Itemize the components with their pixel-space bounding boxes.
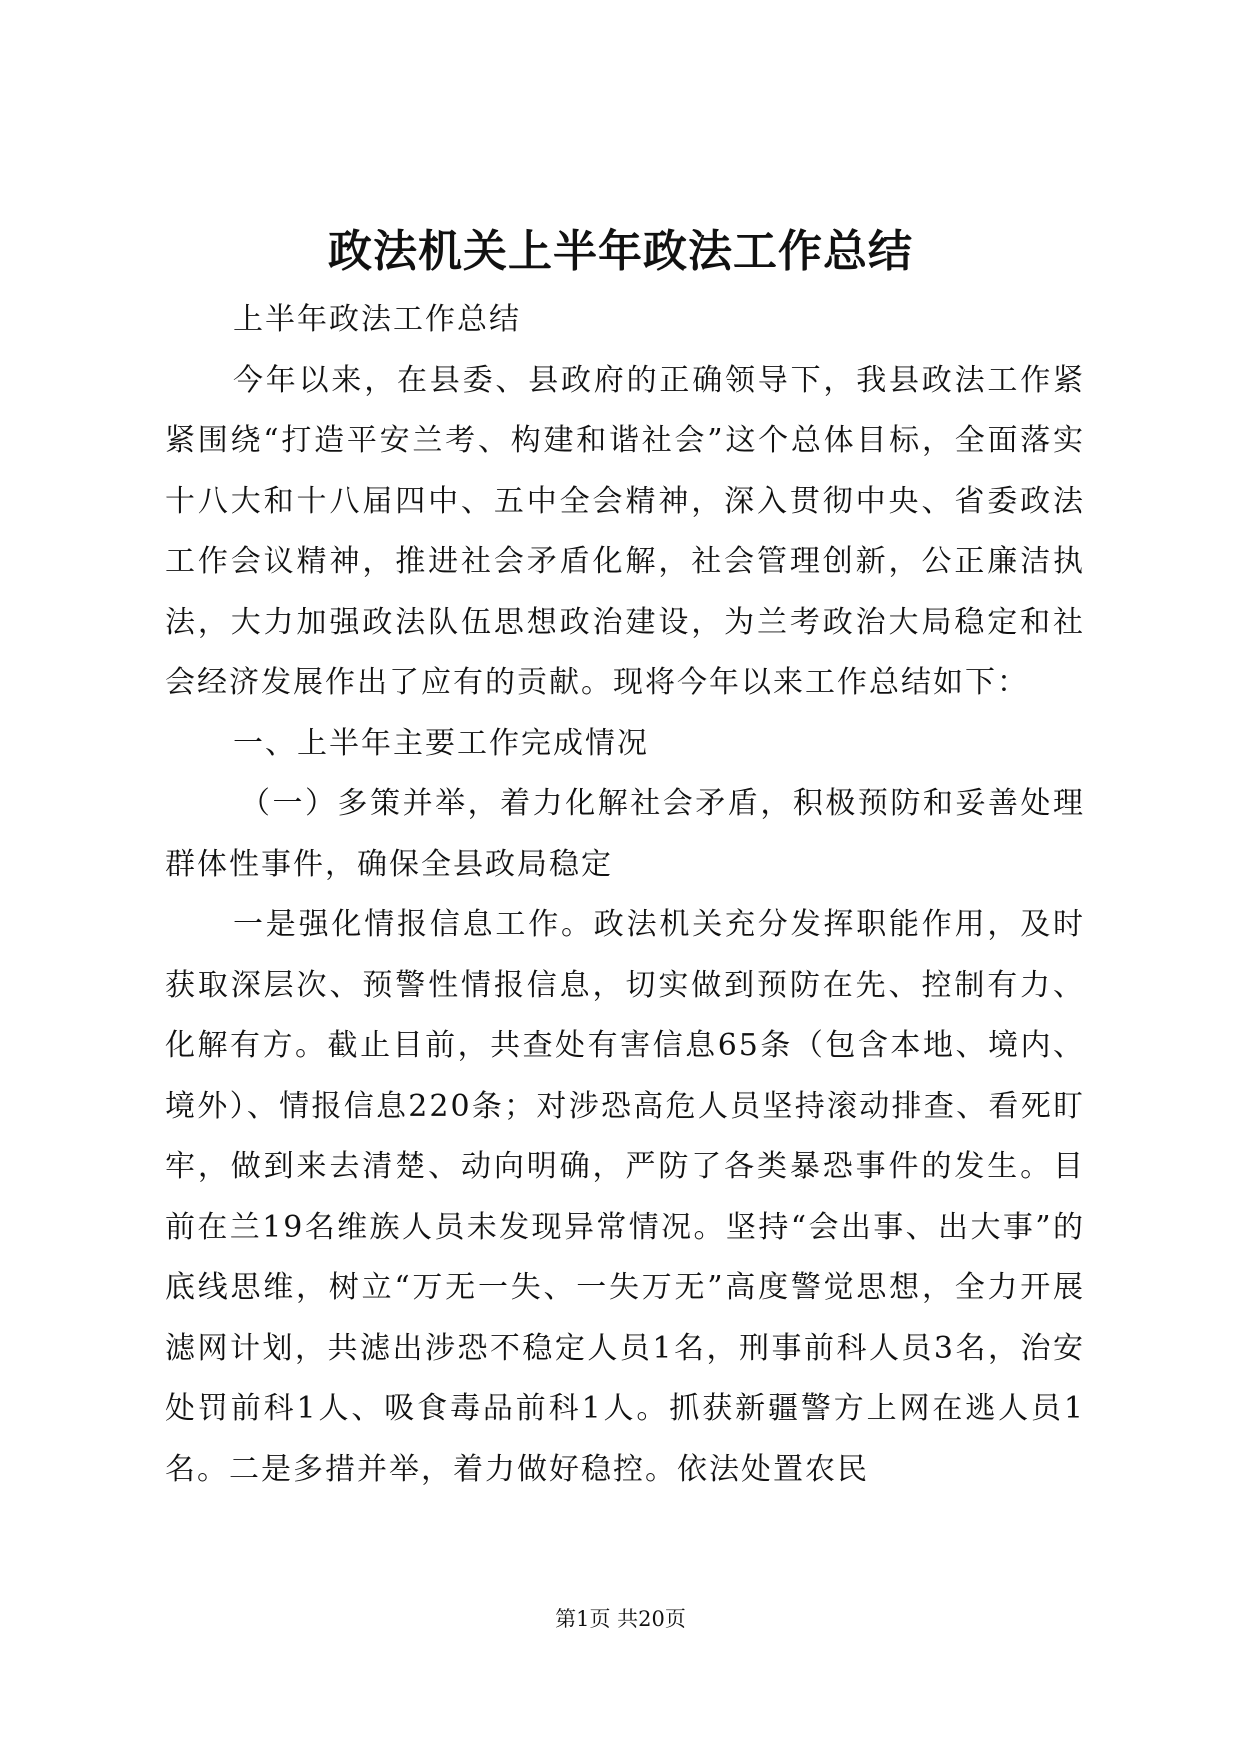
document-body (165, 290, 1085, 1500)
paragraph-subtitle: 上半年政法工作总结 (233, 302, 521, 337)
paragraph-section-heading: 一、上半年主要工作完成情况 (233, 725, 649, 761)
paragraph-subsection-heading: （一）多策并举，着力化解社会矛盾，积极预防和妥善处理群体性事件，确保全县政局稳定 (165, 786, 1085, 882)
document-title: 政法机关上半年政法工作总结 (328, 226, 913, 277)
paragraph-intro: 今年以来，在县委、县政府的正确领导下，我县政法工作紧紧围绕“打造平安兰考、构建和谐社会”这个总体目标，全面落实十八大和十八届四中、五中全会精神，深入贯彻中央、省委政法工作会议精神，推进社会矛盾化解，社会管理创新，公正廉洁执法，大力加强政法队伍思想政治建设，为兰考政治大局稳定和社会经济发展作出了应有的贡献。现将今年以来工作总结如下： (165, 362, 1085, 700)
paragraph-body: 一是强化情报信息工作。政法机关充分发挥职能作用，及时获取深层次、预警性情报信息，切实做到预防在先、控制有力、化解有方。截止目前，共查处有害信息65条（包含本地、境内、境外）、情报信息220条；对涉恐高危人员坚持滚动排查、看死盯牢，做到来去清楚、动向明确，严防了各类暴恐事件的发生。目前在兰19名维族人员未发现异常情况。坚持“会出事、出大事”的底线思维，树立“万无一失、一失万无”高度警觉思想，全力开展滤网计划，共滤出涉恐不稳定人员1名，刑事前科人员3名，治安处罚前科1人、吸食毒品前科1人。抓获新疆警方上网在逃人员1名。二是多措并举，着力做好稳控。依法处置农民 (165, 907, 1085, 1487)
page-footer: 第1页 共20页 (555, 1607, 686, 1631)
